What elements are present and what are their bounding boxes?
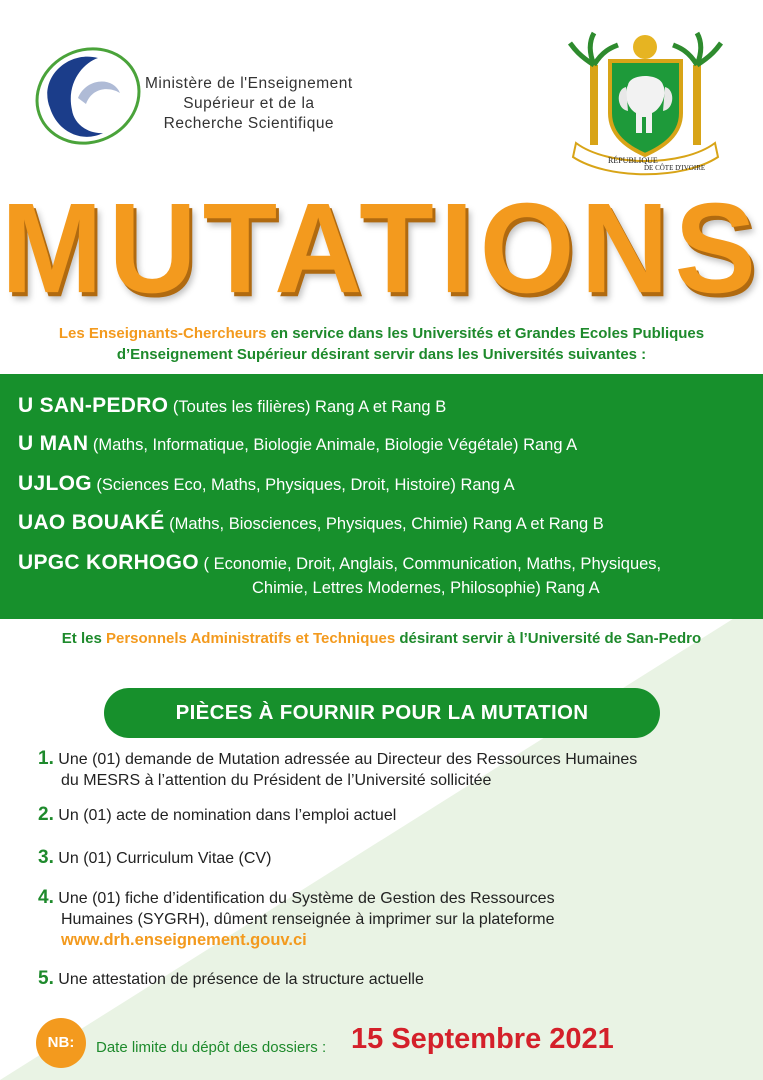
- piece-number: 5.: [38, 968, 54, 989]
- ministry-logo-icon: [28, 38, 148, 148]
- piece-line1: Une (01) demande de Mutation adressée au Directeur des Ressources Humaines: [53, 751, 638, 768]
- university-name: U SAN-PEDRO: [18, 394, 169, 417]
- piece-item-5: [38, 968, 424, 990]
- pat-text: [0, 630, 763, 647]
- piece-item-1: [38, 748, 637, 791]
- ministry-name: [145, 74, 353, 134]
- university-details: (Maths, Informatique, Biologie Animale, Biologie Végétale) Rang A: [88, 436, 578, 454]
- university-details: (Sciences Eco, Maths, Physiques, Droit, Histoire) Rang A: [91, 476, 515, 494]
- page-title: MUTATIONS: [0, 176, 763, 320]
- university-details-line2: Chimie, Lettres Modernes, Philosophie) Rang A: [252, 579, 600, 597]
- sygrh-link[interactable]: www.drh.enseignement.gouv.ci: [61, 931, 307, 949]
- deadline-date: 15 Septembre 2021: [351, 1023, 614, 1055]
- pat-suffix: désirant servir à l’Université de San-Pedro: [395, 630, 702, 647]
- ministry-line-1: Ministère de l'Enseignement: [145, 75, 353, 92]
- piece-line1: Un (01) acte de nomination dans l’emploi actuel: [53, 807, 397, 824]
- university-name: UPGC KORHOGO: [18, 551, 199, 574]
- piece-number: 2.: [38, 804, 54, 825]
- piece-item-4: [38, 887, 555, 951]
- university-korhogo: [18, 551, 661, 600]
- ministry-line-3: Recherche Scientifique: [163, 115, 335, 132]
- piece-number: 1.: [38, 748, 54, 769]
- piece-item-3: [38, 847, 271, 869]
- piece-line1: Une attestation de présence de la structure actuelle: [53, 971, 424, 988]
- university-ujlog: [18, 472, 515, 497]
- university-details: ( Economie, Droit, Anglais, Communication, Maths, Physiques,: [198, 555, 662, 573]
- pieces-title: PIÈCES À FOURNIR POUR LA MUTATION: [104, 688, 660, 738]
- university-details: (Toutes les filières) Rang A et Rang B: [168, 398, 447, 416]
- deadline-label: Date limite du dépôt des dossiers :: [96, 1039, 327, 1056]
- piece-line2: Humaines (SYGRH), dûment renseignée à imprimer sur la plateforme: [61, 911, 555, 928]
- coat-bottom-text: DE CÔTE D'IVOIRE: [644, 164, 706, 172]
- piece-number: 4.: [38, 887, 54, 908]
- pat-prefix: Et les: [61, 630, 106, 647]
- intro-text: [0, 323, 763, 365]
- university-man: [18, 432, 577, 457]
- university-details: (Maths, Biosciences, Physiques, Chimie) Rang A et Rang B: [164, 515, 604, 533]
- pat-highlight: Personnels Administratifs et Techniques: [105, 630, 396, 647]
- ministry-line-2: Supérieur et de la: [183, 95, 315, 112]
- nb-badge: NB:: [36, 1018, 86, 1068]
- piece-line1: Une (01) fiche d’identification du Système de Gestion des Ressources: [53, 890, 555, 907]
- piece-number: 3.: [38, 847, 54, 868]
- intro-line1: en service dans les Universités et Grandes Ecoles Publiques: [266, 325, 705, 342]
- university-san-pedro: [18, 394, 446, 419]
- coat-of-arms-icon: [568, 25, 723, 180]
- university-name: UAO BOUAKÉ: [18, 511, 165, 534]
- university-bouake: [18, 511, 604, 536]
- university-name: UJLOG: [18, 472, 92, 495]
- piece-line2: du MESRS à l’attention du Président de l’Université sollicitée: [61, 772, 492, 789]
- piece-line1: Un (01) Curriculum Vitae (CV): [53, 850, 272, 867]
- intro-highlight: Les Enseignants-Chercheurs: [58, 325, 267, 342]
- intro-line2: d’Enseignement Supérieur désirant servir dans les Universités suivantes :: [116, 346, 647, 363]
- university-name: U MAN: [18, 432, 89, 455]
- piece-item-2: [38, 804, 396, 826]
- coat-top-text: RÉPUBLIQUE: [608, 156, 658, 165]
